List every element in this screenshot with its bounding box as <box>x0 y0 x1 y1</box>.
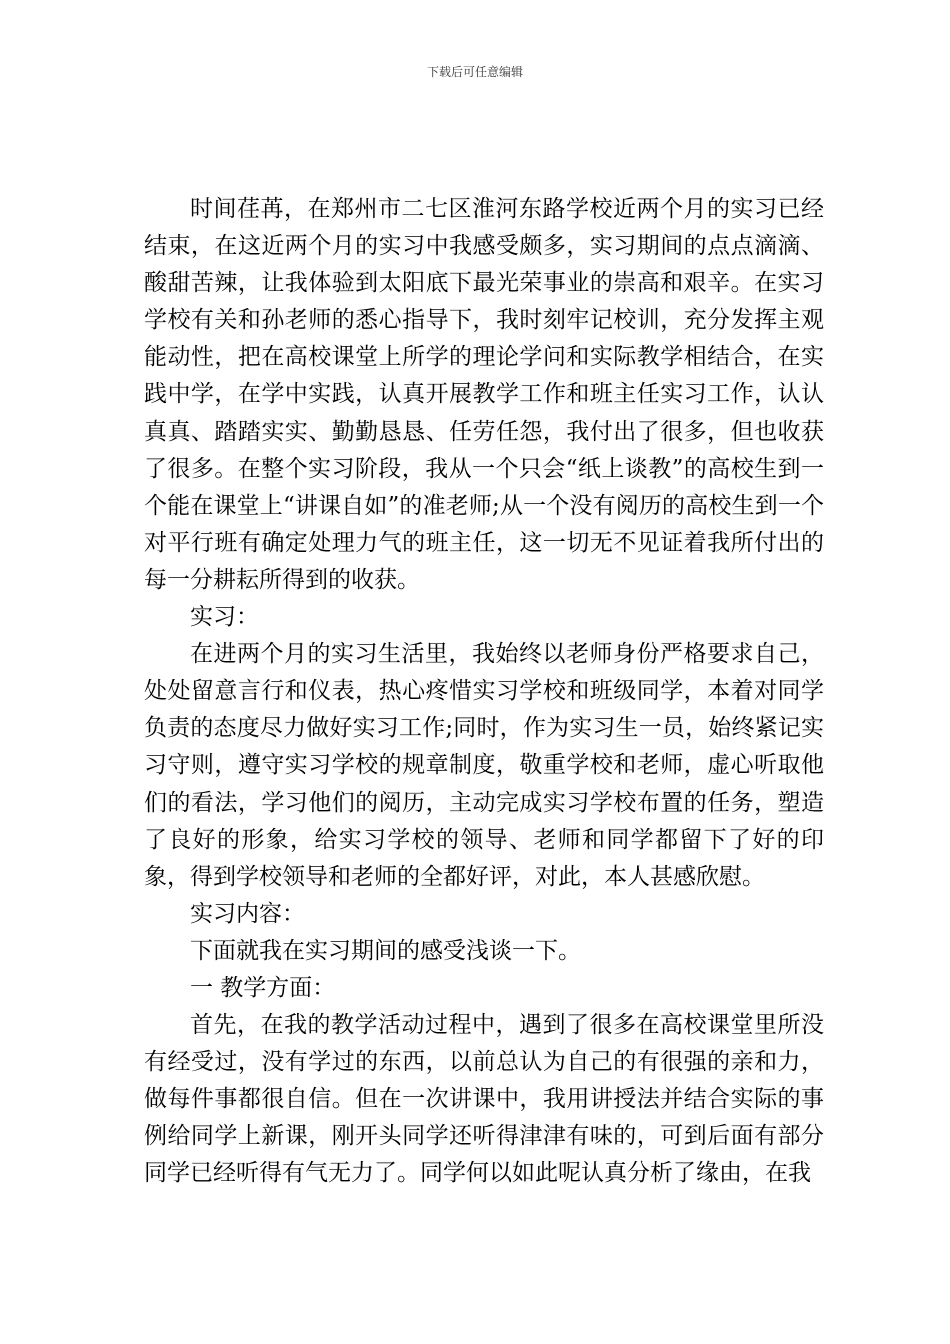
paragraph-internship: 在进两个月的实习生活里，我始终以老师身份严格要求自己，处处留意言行和仪表，热心疼惜实习学校和班级同学，本着对同学负责的态度尽力做好实习工作;同时，作为实习生一员，始终紧记实习守则，遵守实习学校的规章制度，敬重学校和老师，虚心听取他们的看法，学习他们的阅历，主动完成实习学校布置的任务，塑造了良好的形象，给实习学校的领导、老师和同学都留下了好的印象，得到学校领导和老师的全都好评，对此，本人甚感欣慰。 <box>144 641 824 890</box>
section-heading-teaching: 一 教学方面： <box>190 974 336 1001</box>
paragraph-content-intro: 下面就我在实习期间的感受浅谈一下。 <box>190 937 581 964</box>
page-header-note: 下载后可任意编辑 <box>426 65 523 79</box>
section-heading-internship: 实习： <box>190 604 259 631</box>
document-body <box>144 191 824 1193</box>
paragraph-intro: 时间荏苒，在郑州市二七区淮河东路学校近两个月的实习已经结束，在这近两个月的实习中我感受颇多，实习期间的点点滴滴、酸甜苦辣，让我体验到太阳底下最光荣事业的崇高和艰辛。在实习学校有关和孙老师的悉心指导下，我时刻牢记校训，充分发挥主观能动性，把在高校课堂上所学的理论学问和实际教学相结合，在实践中学，在学中实践，认真开展教学工作和班主任实习工作，认认真真、踏踏实实、勤勤恳恳、任劳任怨，我付出了很多，但也收获了很多。在整个实习阶段，我从一个只会“纸上谈教”的高校生到一个能在课堂上“讲课自如”的准老师;从一个没有阅历的高校生到一个对平行班有确定处理力气的班主任，这一切无不见证着我所付出的每一分耕耘所得到的收获。 <box>144 196 824 593</box>
paragraph-teaching: 首先，在我的教学活动过程中，遇到了很多在高校课堂里所没有经受过，没有学过的东西，以前总认为自己的有很强的亲和力，做每件事都很自信。但在一次讲课中，我用讲授法并结合实际的事例给同学上新课，刚开头同学还听得津津有味的，可到后面有部分同学已经听得有气无力了。同学何以如此呢认真分析了缘由，在我 <box>144 1012 824 1187</box>
section-heading-content: 实习内容： <box>190 900 305 927</box>
